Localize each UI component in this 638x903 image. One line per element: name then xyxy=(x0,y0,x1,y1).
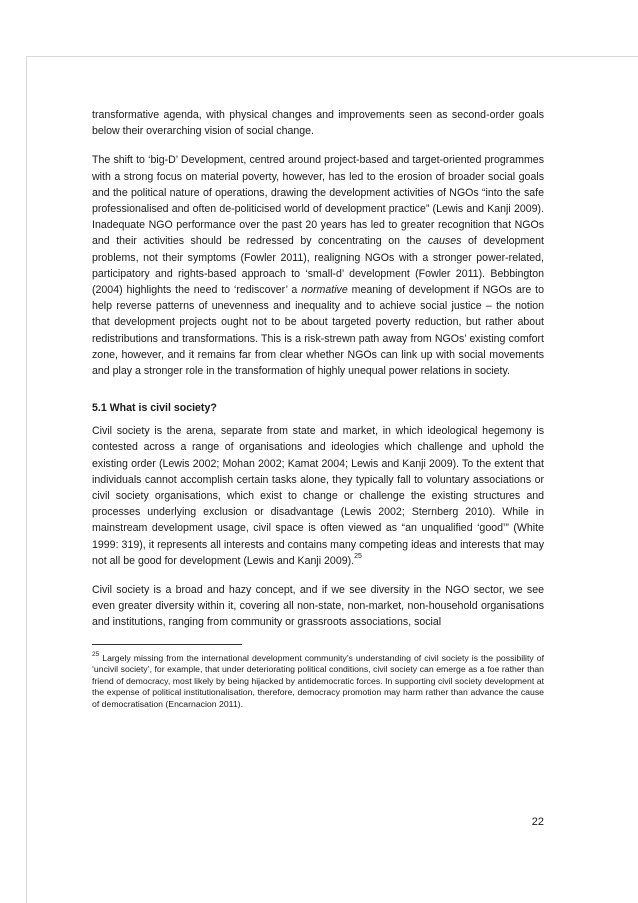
section-heading: 5.1 What is civil society? xyxy=(92,402,217,415)
page-frame-left xyxy=(26,56,27,903)
footnote xyxy=(92,650,544,711)
emphasis-causes: causes xyxy=(427,235,462,248)
paragraph-big-d-development xyxy=(92,152,544,379)
page-number: 22 xyxy=(531,816,544,828)
emphasis-normative: normative xyxy=(301,284,348,297)
footnote-separator xyxy=(92,644,242,645)
paragraph-text: Civil society is the arena, separate from state and market, in which ideological hegemony is contested across a range of organisations and ideologies which challenge and uphold the existing order (Lewis 2002; Mohan 2002; Kamat 2004; Lewis and Kanji 2009). To the extent that individuals cannot accomplish certain tasks alone, they typically fall to voluntary associations or civil society organisations, which exist to change or challenge the existing structures and processes underlying exclusion or disadvantage (Lewis 2002; Sternberg 2010). While in mainstream development usage, civil space is often viewed as “an unqualified ‘good’” (White 1999: 319), it represents all interests and contains many competing ideas and interests that may not all be good for development (Lewis and Kanji 2009). xyxy=(92,425,544,567)
paragraph-text: meaning of development if NGOs are to help reverse patterns of unevenness and inequality and to achieve social justice – the notion that development projects ought not to be about targeted poverty reduction, but rather about redistributions and transformations. This is a risk-strewn path away from NGOs’ existing comfort zone, however, and it remains far from clear whether NGOs can link up with social movements and play a stronger role in the transformation of highly unequal power relations in society. xyxy=(92,284,544,378)
paragraph-continuation: transformative agenda, with physical changes and improvements seen as second-order goals below their overarching vision of social change. xyxy=(92,109,544,138)
footnote-text: Largely missing from the international development community’s understanding of civil society is the possibility of ‘uncivil society’, for example, that under deteriorating political conditions, civil society can emerge as a foe rather than friend of democracy, most likely by being hijacked by antidemocratic forces. In supporting civil society development at the expense of political institutionalisation, therefore, democracy promotion may harm rather than advance the cause of democratisation (Encarnacion 2011). xyxy=(92,652,544,710)
paragraph-text: of development problems, not their symptoms (Fowler 2011), realigning NGOs with a stronger power-related, participatory and rights-based approach to ‘small-d’ development (Fowler 2011). Bebbington (2004) highlights the need to ‘rediscover’ a xyxy=(92,235,545,297)
footnote-reference[interactable]: 25 xyxy=(354,553,362,561)
page-frame-top xyxy=(26,56,638,57)
page-content xyxy=(92,107,544,711)
paragraph-civil-society-diversity: Civil society is a broad and hazy concept, and if we see diversity in the NGO sector, we see even greater diversity within it, covering all non-state, non-market, non-household organisations and institutions, ranging from community or grassroots associations, social xyxy=(92,584,544,629)
paragraph-text: The shift to ‘big-D’ Development, centred around project-based and target-oriented programmes with a strong focus on material poverty, however, has led to the erosion of broader social goals and the political nature of operations, drawing the development activities of NGOs “into the safe professionalised and often de-politicised world of development practice” (Lewis and Kanji 2009). Inadequate NGO performance over the past 20 years has led to greater recognition that NGOs and their activities should be redressed by concentrating on the xyxy=(92,154,544,248)
paragraph-civil-society-definition xyxy=(92,423,544,569)
footnote-number: 25 xyxy=(92,650,100,658)
